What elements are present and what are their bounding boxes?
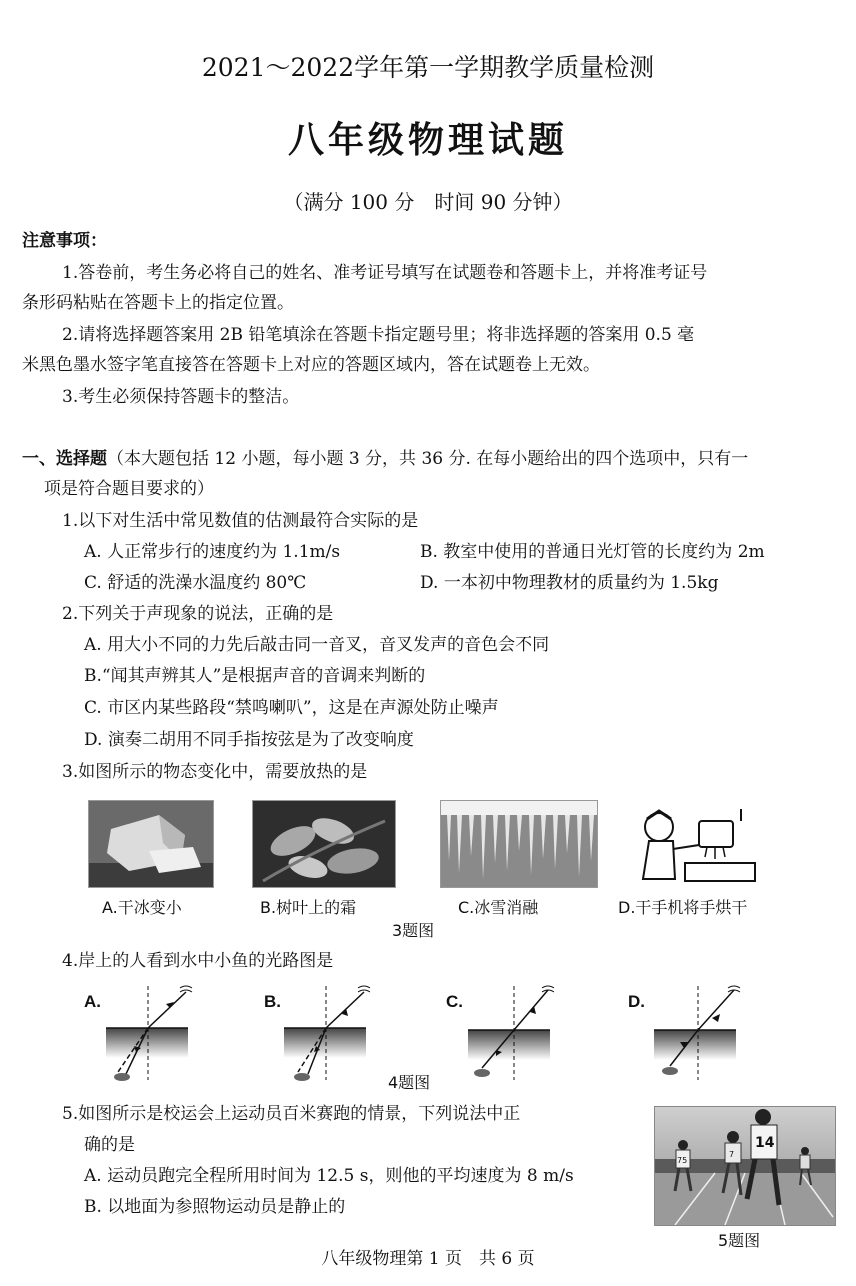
q1-stem: 1.以下对生活中常见数值的估测最符合实际的是 [62, 511, 419, 531]
note-1-line-2: 条形码粘贴在答题卡上的指定位置。 [22, 293, 294, 313]
notes-heading: 注意事项： [22, 231, 107, 251]
exam-meta: （满分 100 分 时间 90 分钟） [283, 190, 573, 214]
q3-caption-c: C.冰雪消融 [458, 898, 539, 917]
exam-title: 八年级物理试题 [287, 119, 568, 161]
page-footer: 八年级物理第 1 页 共 6 页 [321, 1249, 535, 1269]
q5-stem-line-2: 确的是 [84, 1135, 135, 1155]
q4-label-b: B. [264, 992, 281, 1011]
runner-bib-number-center: 7 [729, 1150, 735, 1159]
section-1-desc-line-2: 项是符合题目要求的） [44, 479, 214, 499]
q5-figure-caption: 5题图 [718, 1231, 761, 1250]
q5-stem-line-1: 5.如图所示是校运会上运动员百米赛跑的情景，下列说法中正 [62, 1104, 521, 1124]
q4-diagram-c [462, 980, 562, 1088]
q3-image-hand-dryer [628, 800, 764, 888]
q1-option-a: A. 人正常步行的速度约为 1.1m/s [84, 542, 341, 562]
exam-subtitle: 2021～2022学年第一学期教学质量检测 [201, 53, 655, 82]
note-2-line-2: 米黑色墨水签字笔直接答在答题卡上对应的答题区域内，答在试题卷上无效。 [22, 355, 600, 375]
q1-option-d: D. 一本初中物理教材的质量约为 1.5kg [420, 573, 719, 593]
q4-label-d: D. [628, 992, 645, 1011]
q2-option-a: A. 用大小不同的力先后敲击同一音叉，音叉发声的音色会不同 [84, 635, 550, 655]
q3-stem: 3.如图所示的物态变化中，需要放热的是 [62, 762, 368, 782]
q2-option-b: B.“闻其声辨其人”是根据声音的音调来判断的 [84, 666, 426, 686]
runner-bib-number-main: 14 [755, 1135, 775, 1151]
q4-diagram-a [100, 980, 200, 1088]
q5-option-a: A. 运动员跑完全程所用时间为 12.5 s，则他的平均速度为 8 m/s [84, 1166, 574, 1186]
q3-figure-caption: 3题图 [392, 921, 435, 940]
q4-label-c: C. [446, 992, 463, 1011]
q5-option-b: B. 以地面为参照物运动员是静止的 [84, 1197, 346, 1217]
section-1-desc-line-1: （本大题包括 12 小题，每小题 3 分，共 36 分. 在每小题给出的四个选项中，只有一 [107, 449, 749, 469]
q2-option-c: C. 市区内某些路段“禁鸣喇叭”，这是在声源处防止噪声 [84, 698, 499, 718]
q3-caption-b: B.树叶上的霜 [260, 898, 357, 917]
q3-image-melting-icicles [440, 800, 598, 888]
q4-diagram-b [278, 980, 378, 1088]
q3-caption-a: A.干冰变小 [102, 898, 182, 917]
note-2-line-1: 2.请将选择题答案用 2B 铅笔填涂在答题卡指定题号里；将非选择题的答案用 0.5 毫 [62, 325, 695, 345]
note-3: 3.考生必须保持答题卡的整洁。 [62, 387, 300, 407]
q3-image-frost-leaves [252, 800, 396, 888]
q4-stem: 4.岸上的人看到水中小鱼的光路图是 [62, 951, 334, 971]
q4-diagram-d [648, 980, 748, 1088]
q4-figure-caption: 4题图 [388, 1073, 431, 1092]
q5-image-sprint-race [654, 1106, 836, 1226]
q1-option-b: B. 教室中使用的普通日光灯管的长度约为 2m [420, 542, 765, 562]
q3-caption-d: D.干手机将手烘干 [618, 898, 748, 917]
q4-label-a: A. [84, 992, 101, 1011]
q3-image-dry-ice [88, 800, 214, 888]
q2-stem: 2.下列关于声现象的说法，正确的是 [62, 604, 334, 624]
runner-bib-number-left: 75 [677, 1156, 688, 1165]
section-1-heading: 一、选择题 [22, 449, 107, 469]
q2-option-d: D. 演奏二胡用不同手指按弦是为了改变响度 [84, 730, 414, 750]
q1-option-c: C. 舒适的洗澡水温度约 80℃ [84, 573, 307, 593]
section-1-header [22, 448, 748, 470]
note-1-line-1: 1.答卷前，考生务必将自己的姓名、准考证号填写在试题卷和答题卡上，并将准考证号 [62, 263, 708, 283]
